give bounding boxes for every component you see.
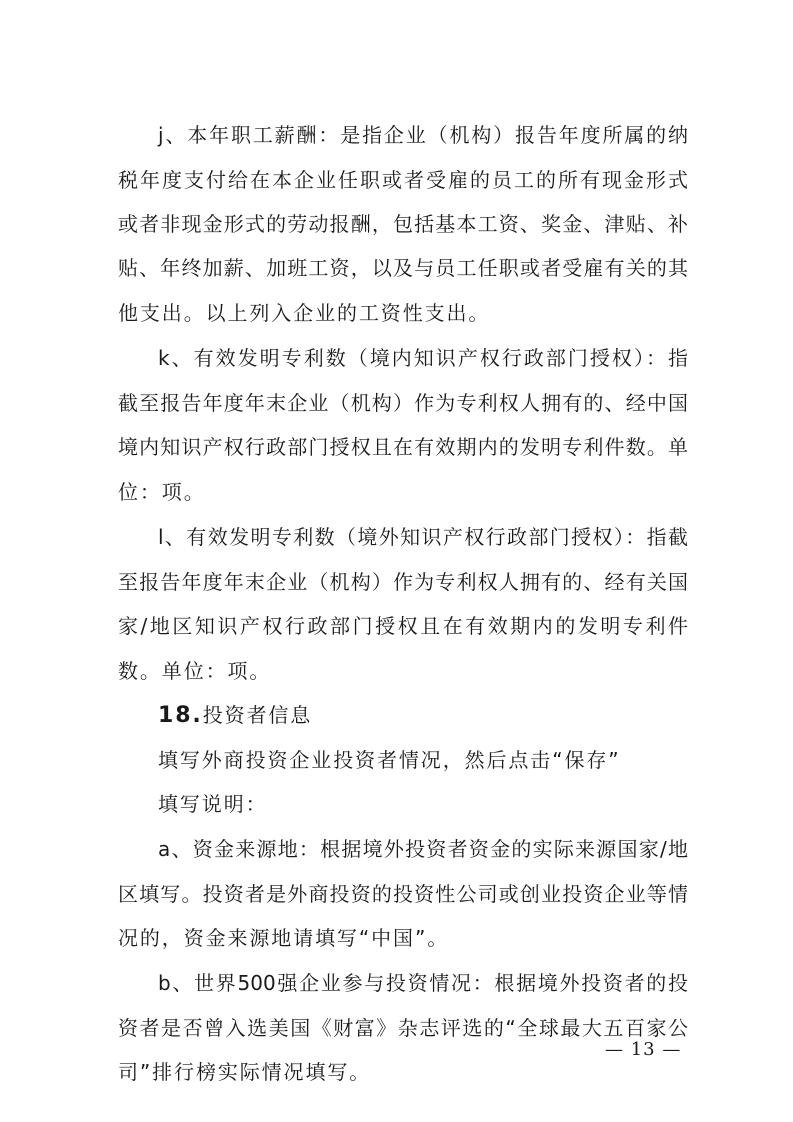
paragraph-j-line-1: j、本年职工薪酬：是指企业（机构）报告年度所属的纳 (158, 123, 688, 147)
fill-instruction: 填写外商投资企业投资者情况，然后点击“保存” (158, 748, 621, 772)
paragraph-a-line-2: 区填写。投资者是外商投资的投资性公司或创业投资企业等情 (118, 882, 688, 906)
section-title: 投资者信息 (202, 703, 313, 727)
paragraph-b-line-2: 资者是否曾入选美国《财富》杂志评选的“全球最大五百家公 (118, 1016, 688, 1040)
paragraph-l-line-3: 家/地区知识产权行政部门授权且在有效期内的发明专利件 (118, 614, 688, 638)
paragraph-l-line-1: l、有效发明专利数（境外知识产权行政部门授权）：指截 (158, 525, 688, 549)
paragraph-j-line-4: 贴、年终加薪、加班工资，以及与员工任职或者受雇有关的其 (118, 256, 688, 280)
paragraph-b-line-1: b、世界500强企业参与投资情况：根据境外投资者的投 (158, 971, 688, 995)
fill-notes-label: 填写说明： (158, 792, 268, 816)
paragraph-k-line-4: 位：项。 (118, 480, 206, 504)
paragraph-l-line-2: 至报告年度年末企业（机构）作为专利权人拥有的、经有关国 (118, 570, 688, 594)
paragraph-j-line-2: 税年度支付给在本企业任职或者受雇的员工的所有现金形式 (118, 168, 688, 192)
paragraph-a-line-1: a、资金来源地：根据境外投资者资金的实际来源国家/地 (158, 837, 688, 861)
paragraph-k-line-1: k、有效发明专利数（境内知识产权行政部门授权）：指 (158, 346, 688, 370)
section-18-heading (158, 703, 688, 728)
section-number: 18. (158, 703, 203, 728)
paragraph-k-line-3: 境内知识产权行政部门授权且在有效期内的发明专利件数。单 (118, 435, 688, 459)
paragraph-a-line-3: 况的，资金来源地请填写“中国”。 (118, 926, 450, 950)
page-number: — 13 — (605, 1039, 682, 1060)
paragraph-b-line-3: 司”排行榜实际情况填写。 (118, 1060, 372, 1084)
paragraph-k-line-2: 截至报告年度年末企业（机构）作为专利权人拥有的、经中国 (118, 391, 688, 415)
paragraph-j-line-3: 或者非现金形式的劳动报酬，包括基本工资、奖金、津贴、补 (118, 212, 688, 236)
paragraph-j-line-5: 他支出。以上列入企业的工资性支出。 (118, 301, 491, 325)
paragraph-l-line-4: 数。单位：项。 (118, 659, 272, 683)
